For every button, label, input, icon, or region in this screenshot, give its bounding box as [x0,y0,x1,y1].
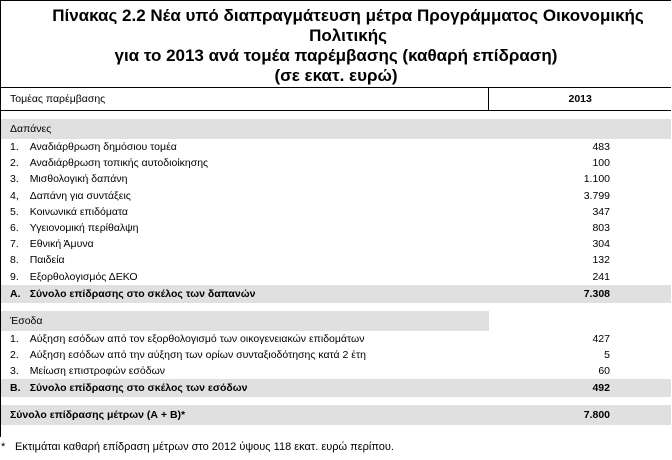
table-row: 2. Αναδιάρθρωση τοπικής αυτοδιοίκησης 100 [10,157,610,170]
header-row [1,88,671,111]
table-row: 3. Μείωση επιστροφών εσόδων 60 [10,365,610,378]
expenditure-title: Δαπάνες [1,119,489,139]
header-sector: Τομέας παρέμβασης [1,88,489,111]
measures-table [1,87,671,425]
footnote-marker: * [1,441,6,453]
table-row: 5. Κοινωνικά επιδόματα 347 [10,205,610,218]
header-year: 2013 [489,88,671,111]
title-line-3: (σε εκατ. ευρώ) [274,66,398,85]
table-row: 2. Αύξηση εσόδων από την αύξηση των ορίων συνταξιοδότησης κατά 2 έτη 5 [10,348,610,361]
expenditure-section-header [1,119,671,139]
table-row: 9. Εξορθολογισμός ΔΕΚΟ 241 [10,270,610,283]
revenue-section-header [1,311,671,331]
grand-total-row [1,405,671,425]
table-row: 1. Αύξηση εσόδων από τον εξορθολογισμό των οικογενειακών επιδομάτων 427 [10,332,610,345]
table-row: 6. Υγειονομική περίθαλψη 803 [10,222,610,235]
revenue-total-row: B. Σύνολο επίδρασης στο σκέλος των εσόδων 492 [1,379,671,397]
footnote [0,441,394,453]
title-line-2: για το 2013 ανά τομέα παρέμβασης (καθαρή επίδραση) [114,46,558,65]
revenue-title: Έσοδα [1,311,489,331]
table-title [0,6,672,86]
table-row: 1. Αναδιάρθρωση δημόσιου τομέα 483 [10,141,610,154]
table-row: 8. Παιδεία 132 [10,254,610,267]
table-row: 3. Μισθολογική δαπάνη 1.100 [10,173,610,186]
title-line-1: Πίνακας 2.2 Νέα υπό διαπραγμάτευση μέτρα Προγράμματος Οικονομικής Πολιτικής [52,6,644,45]
table-row: 4, Δαπάνη για συντάξεις 3.799 [10,189,610,202]
table-row: 7. Εθνική Άμυνα 304 [10,238,610,251]
grand-total-label: Σύνολο επίδρασης μέτρων (Α + Β)* [1,405,489,425]
grand-total-value: 7.800 [489,405,671,425]
footnote-text: Εκτιμάται καθαρή επίδραση μέτρων στο 2012 ύψους 118 εκατ. ευρώ περίπου. [15,441,394,453]
expenditure-total-row: A. Σύνολο επίδρασης στο σκέλος των δαπανών 7.308 [1,285,671,303]
